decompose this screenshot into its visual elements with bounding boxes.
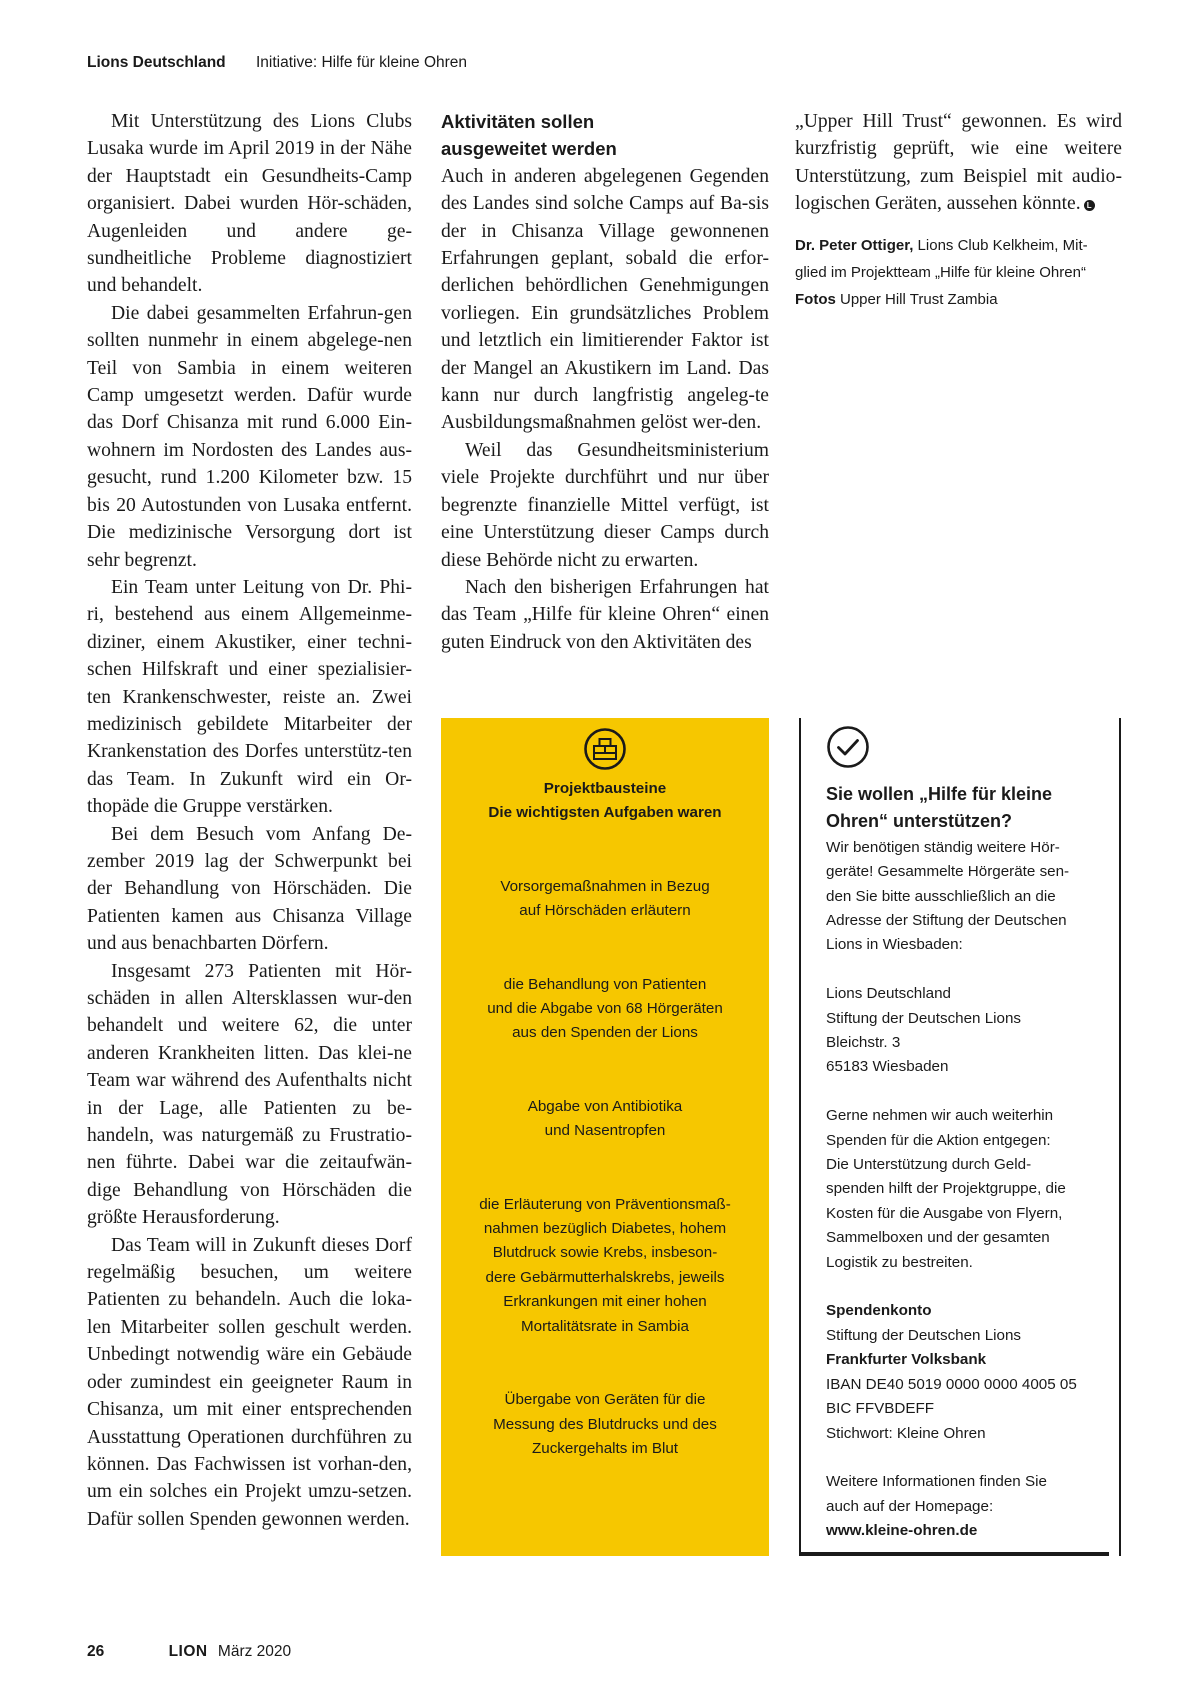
magazine-name: LION [168, 1643, 208, 1660]
list-item-line: nahmen bezüglich Diabetes, hohem [483, 1220, 727, 1238]
list-item-line: Übergabe von Geräten für die [504, 1391, 706, 1409]
address-line: Lions Deutschland [826, 985, 951, 1003]
box-border-bottom [799, 1552, 1109, 1556]
support-text-line: Die Unterstützung durch Geld- [826, 1156, 1032, 1174]
support-title-line: Ohren“ unterstützen? [826, 811, 1013, 832]
support-text-line: Gerne nehmen wir auch weiterhin [826, 1107, 1054, 1125]
support-text-line: Lions in Wiesbaden: [826, 936, 963, 954]
body-text: „Upper Hill Trust“ gewonnen. Es wird kurzfristig geprüft, wie eine weitere Unterstützung, zum Beispiel mit audio-logischen Geräten, aussehen könnte. [795, 111, 1122, 215]
support-text-line: Spenden für die Aktion entgegen: [826, 1131, 1051, 1149]
article-column-2 [441, 108, 769, 656]
list-item-line: Abgabe von Antibiotika [527, 1097, 683, 1115]
body-paragraph: Insgesamt 273 Patienten mit Hör-schäden in allen Altersklassen wur-den behandelt und weitere 62, die unter anderen Krankheiten litten. Das klei-ne Team war während des Aufenthalts nicht in der Lage, alle Patienten zu be-handeln, was naturgemäß zu Frustratio-nen führte. Dabei war die zeitaufwän-dige Behandlung von Hörschäden die größte Herausforderung. [87, 960, 412, 1229]
body-paragraph: Auch in anderen abgelegenen Gegenden des Landes sind solche Camps auf Ba-sis der in Chisanza Village gewonnenen Erfahrungen geplant, sobald die erfor-derlichen behördlichen Genehmigungen vorliegen. Ein grundsätzliches Problem und letztlich ein limitierender Faktor ist der Mangel an Akustikern im Land. Das kann nur durch langfristig angeleg-te Ausbildungsmaßnahmen gelöst wer-den. [441, 165, 769, 434]
author-credit [795, 232, 1122, 314]
box-title [441, 777, 769, 826]
list-item [441, 973, 769, 1046]
support-text-line: den Sie bitte ausschließlich an die [826, 887, 1056, 905]
end-of-article-icon: L [1084, 200, 1095, 211]
list-item-line: Mortalitätsrate in Sambia [521, 1317, 689, 1335]
list-item-line: Erkrankungen mit einer hohen [503, 1293, 707, 1311]
address-line: Bleichstr. 3 [826, 1034, 901, 1052]
support-text-line: geräte! Gesammelte Hörgeräte sen- [826, 863, 1070, 881]
subheading-line: Aktivitäten sollen [441, 111, 595, 132]
account-label: Spendenkonto [826, 1302, 932, 1320]
body-paragraph: Die dabei gesammelten Erfahrun-gen sollten nunmehr in einem abgelege-nen Teil von Sambia in einem weiteren Camp umgesetzt werden. Dafür wurde das Dorf Chisanza mit rund 6.000 Ein-wohnern im Nordosten des Landes aus-gesucht, rund 1.200 Kilometer bzw. 15 bis 20 Autostunden von Lusaka entfernt. Die medizinische Versorgung dort ist sehr begrenzt. [87, 302, 412, 571]
list-item [441, 1388, 769, 1461]
address-line: Stiftung der Deutschen Lions [826, 1009, 1022, 1027]
checkmark-icon [826, 725, 870, 769]
body-paragraph: Ein Team unter Leitung von Dr. Phi-ri, bestehend aus einem Allgemeinme-diziner, einem Akustiker, einer techni-schen Hilfskraft und einer spezialisier-ten Krankenschwester, reiste an. Zwei medizinisch gebildete Mitarbeiter der Krankenstation des Dorfes unterstütz-ten das Team. In Zukunft wird ein Or-thopäde die Gruppe verstärken. [87, 576, 412, 818]
page-footer [87, 1643, 291, 1661]
support-text-line: Kosten für die Ausgabe von Flyern, [826, 1204, 1063, 1222]
header-brand: Lions Deutschland [87, 54, 226, 71]
page-header [87, 54, 467, 72]
list-item-line: die Erläuterung von Präventionsmaß- [479, 1195, 731, 1213]
support-text-line: Weitere Informationen finden Sie [826, 1473, 1047, 1491]
list-item-line: Vorsorgemaßnahmen in Bezug [500, 877, 710, 895]
support-text-line: Wir benötigen ständig weitere Hör- [826, 838, 1060, 856]
body-paragraph: Mit Unterstützung des Lions Clubs Lusaka wurde im April 2019 in der Nähe der Hauptstadt ein Gesundheits-Camp organisiert. Dabei wurden Hör-schäden, Augenleiden und andere ge-sundheitliche Probleme diagnostiziert und behandelt. [87, 111, 412, 297]
issue-date: März 2020 [217, 1643, 292, 1660]
box-title-line: Projektbausteine [543, 780, 667, 797]
list-item-line: und die Abgabe von 68 Hörgeräten [487, 1000, 723, 1018]
support-text-line: auch auf der Homepage: [826, 1497, 994, 1515]
list-item-line: Zuckergehalts im Blut [531, 1439, 679, 1457]
support-text-line: Adresse der Stiftung der Deutschen [826, 912, 1067, 930]
body-paragraph: Nach den bisherigen Erfahrungen hat das Team „Hilfe für kleine Ohren“ einen guten Eindruck von den Aktivitäten des [441, 576, 769, 653]
support-text-line: Sammelboxen und der gesamten [826, 1229, 1050, 1247]
list-item [441, 1193, 769, 1339]
section-subheading [441, 108, 769, 163]
list-item-line: und Nasentropfen [544, 1122, 666, 1140]
author-info: Lions Club Kelkheim, Mit- [917, 236, 1088, 254]
bic: BIC FFVBDEFF [826, 1400, 935, 1418]
photos-source: Upper Hill Trust Zambia [840, 291, 998, 309]
list-item-line: die Behandlung von Patienten [503, 975, 707, 993]
support-title [826, 781, 1106, 836]
list-item-line: Blutdruck sowie Krebs, insbeson- [492, 1244, 718, 1262]
box-title-line: Die wichtigsten Aufgaben waren [488, 804, 722, 822]
donation-keyword: Stichwort: Kleine Ohren [826, 1424, 986, 1442]
author-info: glied im Projektteam „Hilfe für kleine Ohren“ [795, 264, 1086, 282]
list-item-line: aus den Spenden der Lions [512, 1024, 698, 1042]
bank-name: Frankfurter Volksbank [826, 1351, 987, 1369]
header-section: Initiative: Hilfe für kleine Ohren [255, 54, 468, 71]
page-number: 26 [87, 1643, 105, 1660]
list-item-line: auf Hörschäden erläutern [519, 902, 691, 920]
support-text-line: spenden hilft der Projektgruppe, die [826, 1180, 1066, 1198]
article-column-1 [87, 108, 412, 1533]
body-paragraph: Bei dem Besuch vom Anfang De-zember 2019 lag der Schwerpunkt bei der Behandlung von Hörschäden. Die Patienten kamen aus Chisanza Village und aus benachbarten Dörfern. [87, 823, 412, 955]
body-paragraph [795, 108, 1122, 218]
support-text-line: Logistik zu bestreiten. [826, 1253, 973, 1271]
iban: IBAN DE40 5019 0000 0000 4005 05 [826, 1375, 1077, 1393]
list-item [441, 1095, 769, 1144]
article-column-3 [795, 108, 1122, 314]
account-holder: Stiftung der Deutschen Lions [826, 1326, 1022, 1344]
support-title-line: Sie wollen „Hilfe für kleine [826, 784, 1053, 804]
author-name: Dr. Peter Ottiger, [795, 236, 914, 254]
project-components-box [441, 718, 769, 1556]
subheading-line: ausgeweitet werden [441, 138, 617, 160]
list-item-line: dere Gebärmutterhalskrebs, jeweils [485, 1268, 725, 1286]
box-border-left [799, 718, 801, 1556]
body-paragraph: Weil das Gesundheitsministerium viele Projekte durchführt und nur über begrenzte finanzielle Mittel verfügt, ist eine Unterstützung dieser Camps durch diese Behörde nicht zu erwarten. [441, 439, 769, 571]
support-info-box [799, 718, 1121, 1556]
list-item-line: Messung des Blutdrucks und des [493, 1415, 717, 1433]
website-link[interactable]: www.kleine-ohren.de [826, 1522, 978, 1540]
box-border-right [1119, 718, 1121, 1556]
photos-label: Fotos [795, 291, 836, 309]
building-blocks-icon [583, 727, 627, 771]
body-paragraph: Das Team will in Zukunft dieses Dorf regelmäßig besuchen, um weitere Patienten zu behandeln. Auch die loka-len Mitarbeiter sollen geschult werden. Unbedingt notwendig wäre ein Gebäude oder zumindest ein geeigneter Raum in Chisanza, um mit einer entsprechenden Ausstattung Operationen durchführen zu können. Das Fachwissen ist vorhan-den, um ein solches ein Projekt umzu-setzen. Dafür sollen Spenden gewonnen werden. [87, 1234, 412, 1530]
list-item [441, 875, 769, 924]
address-line: 65183 Wiesbaden [826, 1058, 949, 1076]
